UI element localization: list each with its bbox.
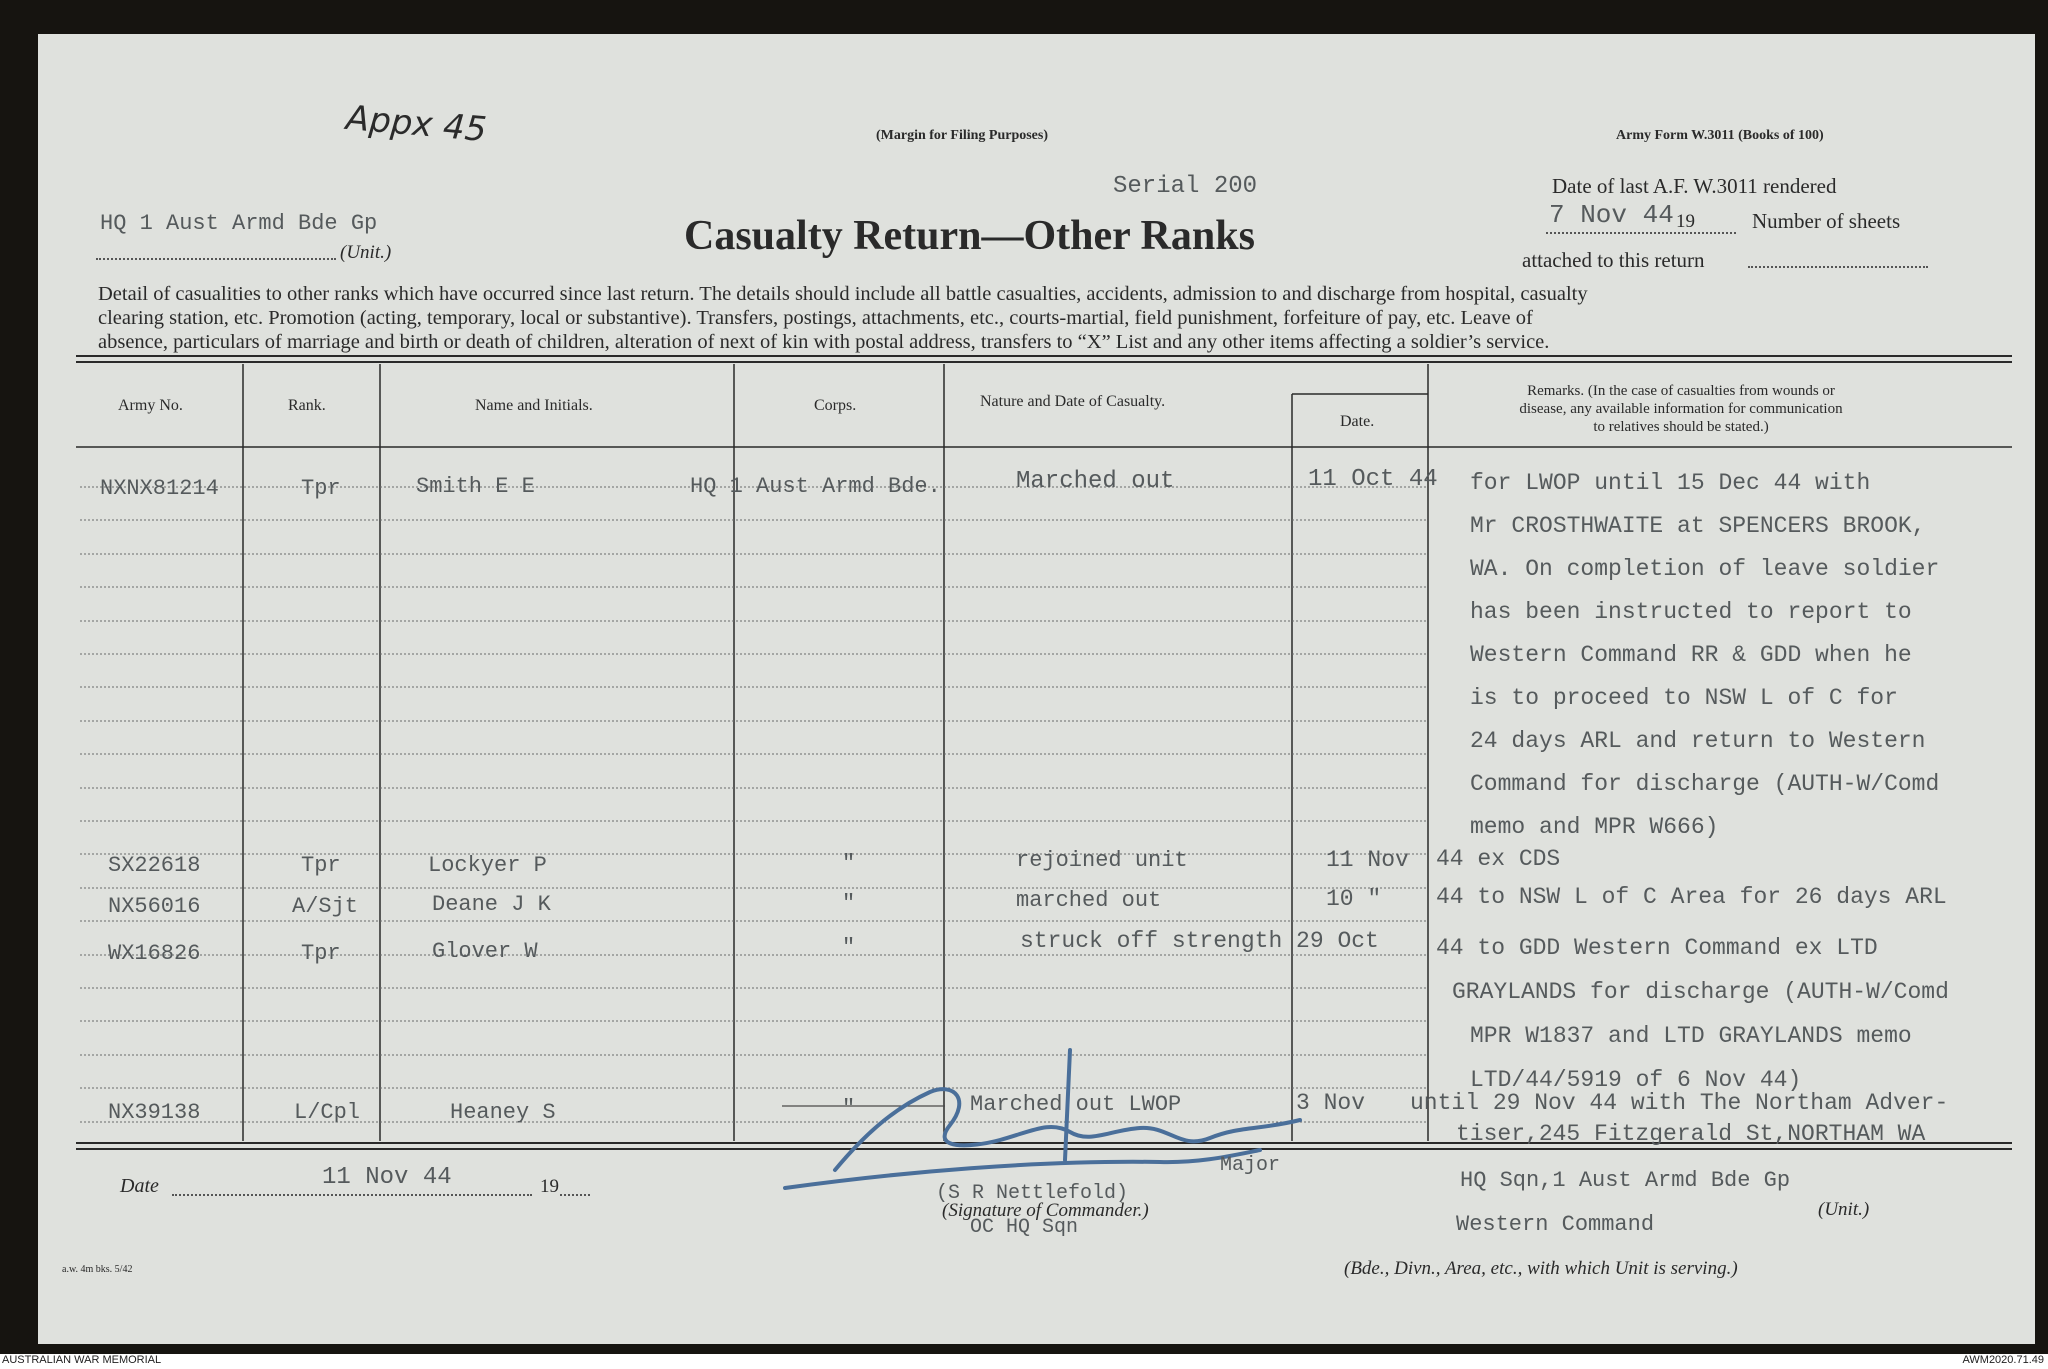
date-label: Date: [120, 1175, 159, 1197]
entry-name: Lockyer P: [428, 853, 547, 878]
remarks-line: for LWOP until 15 Dec 44 with: [1470, 470, 1871, 496]
entry-corps: ": [842, 1096, 856, 1121]
instructions-line: Detail of casualities to other ranks which have occurred since last return. The details should include all battle casualties, accidents, admission to and discharge from hospital, casualty: [98, 283, 1588, 305]
army-form-number: Army Form W.3011 (Books of 100): [1616, 128, 1824, 143]
entry-nature: struck off strength 29 Oct: [1020, 928, 1379, 954]
remarks-line: has been instructed to report to: [1470, 599, 1912, 625]
remarks-line: tiser,245 Fitzgerald St,NORTHAM WA: [1456, 1121, 1926, 1147]
handwritten-appendix-ref: Appx 45: [344, 97, 489, 151]
sheets-label: Number of sheets: [1752, 209, 1901, 233]
archive-name: AUSTRALIAN WAR MEMORIAL: [2, 1354, 162, 1366]
header-remarks: [1434, 382, 1928, 436]
header-corps: Corps.: [814, 397, 857, 414]
entry-date: 10 ": [1326, 886, 1382, 912]
year-dotted-line: [560, 1194, 590, 1196]
entry-date: 11 Nov: [1326, 847, 1409, 873]
entry-rank: A/Sjt: [292, 894, 359, 919]
entry-nature: rejoined unit: [1016, 848, 1188, 873]
entry-remarks: [1436, 926, 1949, 1102]
instructions-line: clearing station, etc. Promotion (acting, temporary, local or substantive). Transfers, postings, attachments, etc., courts-martial, field punishment, forfeiture of pay, etc. Leave of: [98, 307, 1533, 329]
remarks-line: Western Command RR & GDD when he: [1470, 642, 1912, 668]
remarks-line: Mr CROSTHWAITE at SPENCERS BROOK,: [1470, 513, 1926, 539]
signatory-post: OC HQ Sqn: [970, 1216, 1079, 1239]
entry-rank: Tpr: [301, 853, 341, 878]
entry-army-no: WX16826: [108, 941, 201, 966]
entry-army-no: NXNX81214: [100, 476, 219, 501]
signatory-rank: Major: [1220, 1154, 1281, 1177]
header-nature: Nature and Date of Casualty.: [980, 393, 1166, 410]
entry-corps: ": [842, 891, 856, 916]
entry-remarks: [1470, 462, 1939, 849]
form-title: Casualty Return—Other Ranks: [684, 213, 1255, 259]
entry-name: Deane J K: [432, 892, 551, 917]
remarks-line: MPR W1837 and LTD GRAYLANDS memo: [1470, 1023, 1912, 1049]
date-dotted-line: [172, 1194, 532, 1196]
remarks-line: 24 days ARL and return to Western: [1470, 728, 1926, 754]
print-code: a.w. 4m bks. 5/42: [62, 1264, 133, 1275]
entry-remarks: 44 ex CDS: [1436, 846, 1561, 872]
header-name: Name and Initials.: [475, 397, 593, 414]
archive-accession: AWM2020.71.49: [1962, 1354, 2044, 1366]
remarks-line: 44 to GDD Western Command ex LTD: [1436, 935, 1878, 961]
area-caption: (Bde., Divn., Area, etc., with which Unit is serving.): [1344, 1258, 1738, 1279]
unit-caption: (Unit.): [340, 242, 392, 263]
remarks-line: memo and MPR W666): [1470, 814, 1719, 840]
signature-caption: (Signature of Commander.): [942, 1200, 1149, 1221]
entry-date: 3 Nov: [1296, 1090, 1366, 1116]
footer-unit-caption: (Unit.): [1818, 1199, 1870, 1220]
entry-army-no: NX56016: [108, 894, 201, 919]
header-remarks-line: to relatives should be stated.): [1593, 419, 1769, 435]
footer-unit: HQ Sqn,1 Aust Armd Bde Gp: [1460, 1168, 1791, 1193]
entry-nature: Marched out: [1016, 468, 1175, 495]
margin-note: (Margin for Filing Purposes): [876, 128, 1049, 143]
entry-remarks: 44 to NSW L of C Area for 26 days ARL: [1436, 884, 1947, 910]
entry-nature: Marched out LWOP: [970, 1092, 1182, 1117]
header-remarks-line: disease, any available information for communication: [1519, 401, 1843, 417]
last-return-date: 7 Nov 44: [1549, 200, 1674, 230]
entry-remarks: [1410, 1088, 1948, 1150]
header-rank: Rank.: [288, 397, 326, 414]
header-army-no: Army No.: [118, 397, 183, 414]
entry-corps: ": [842, 851, 856, 876]
remarks-line: Command for discharge (AUTH-W/Comd: [1470, 771, 1940, 797]
remarks-line: GRAYLANDS for discharge (AUTH-W/Comd: [1452, 979, 1949, 1005]
unit-value: HQ 1 Aust Armd Bde Gp: [100, 211, 378, 236]
remarks-line: until 29 Nov 44 with The Northam Adver-: [1410, 1090, 1949, 1116]
entry-rank: Tpr: [301, 476, 341, 501]
entry-date: 11 Oct 44: [1308, 466, 1438, 493]
attached-label: attached to this return: [1522, 248, 1705, 272]
entry-corps: ": [842, 935, 856, 960]
last-return-year: 19: [1676, 211, 1695, 232]
date-value: 11 Nov 44: [322, 1164, 452, 1191]
instructions-line: absence, particulars of marriage and birth or death of children, alteration of next of kin with postal address, transfers to “X” List and any other items affecting a soldier’s service.: [98, 331, 1550, 353]
remarks-line: is to proceed to NSW L of C for: [1470, 685, 1898, 711]
serial-number: Serial 200: [1113, 173, 1258, 200]
entry-name: Heaney S: [450, 1100, 556, 1125]
entry-army-no: NX39138: [108, 1100, 201, 1125]
remarks-line: WA. On completion of leave soldier: [1470, 556, 1940, 582]
date-year: 19: [540, 1176, 559, 1197]
header-date: Date.: [1340, 413, 1375, 430]
entry-rank: L/Cpl: [294, 1100, 361, 1125]
entry-rank: Tpr: [301, 941, 341, 966]
footer-command: Western Command: [1456, 1212, 1655, 1237]
entry-name: Smith E E: [416, 474, 535, 499]
header-remarks-line: Remarks. (In the case of casualties from wounds or: [1527, 383, 1835, 399]
signatory-name: (S R Nettlefold): [936, 1182, 1129, 1205]
entry-army-no: SX22618: [108, 853, 201, 878]
entry-corps: HQ 1 Aust Armd Bde.: [690, 474, 941, 499]
entry-name: Glover W: [432, 939, 538, 964]
archive-footer: [0, 1354, 2048, 1369]
remarks-line: LTD/44/5919 of 6 Nov 44): [1470, 1067, 1802, 1093]
last-return-label: Date of last A.F. W.3011 rendered: [1552, 174, 1837, 198]
entry-nature: marched out: [1016, 888, 1162, 913]
